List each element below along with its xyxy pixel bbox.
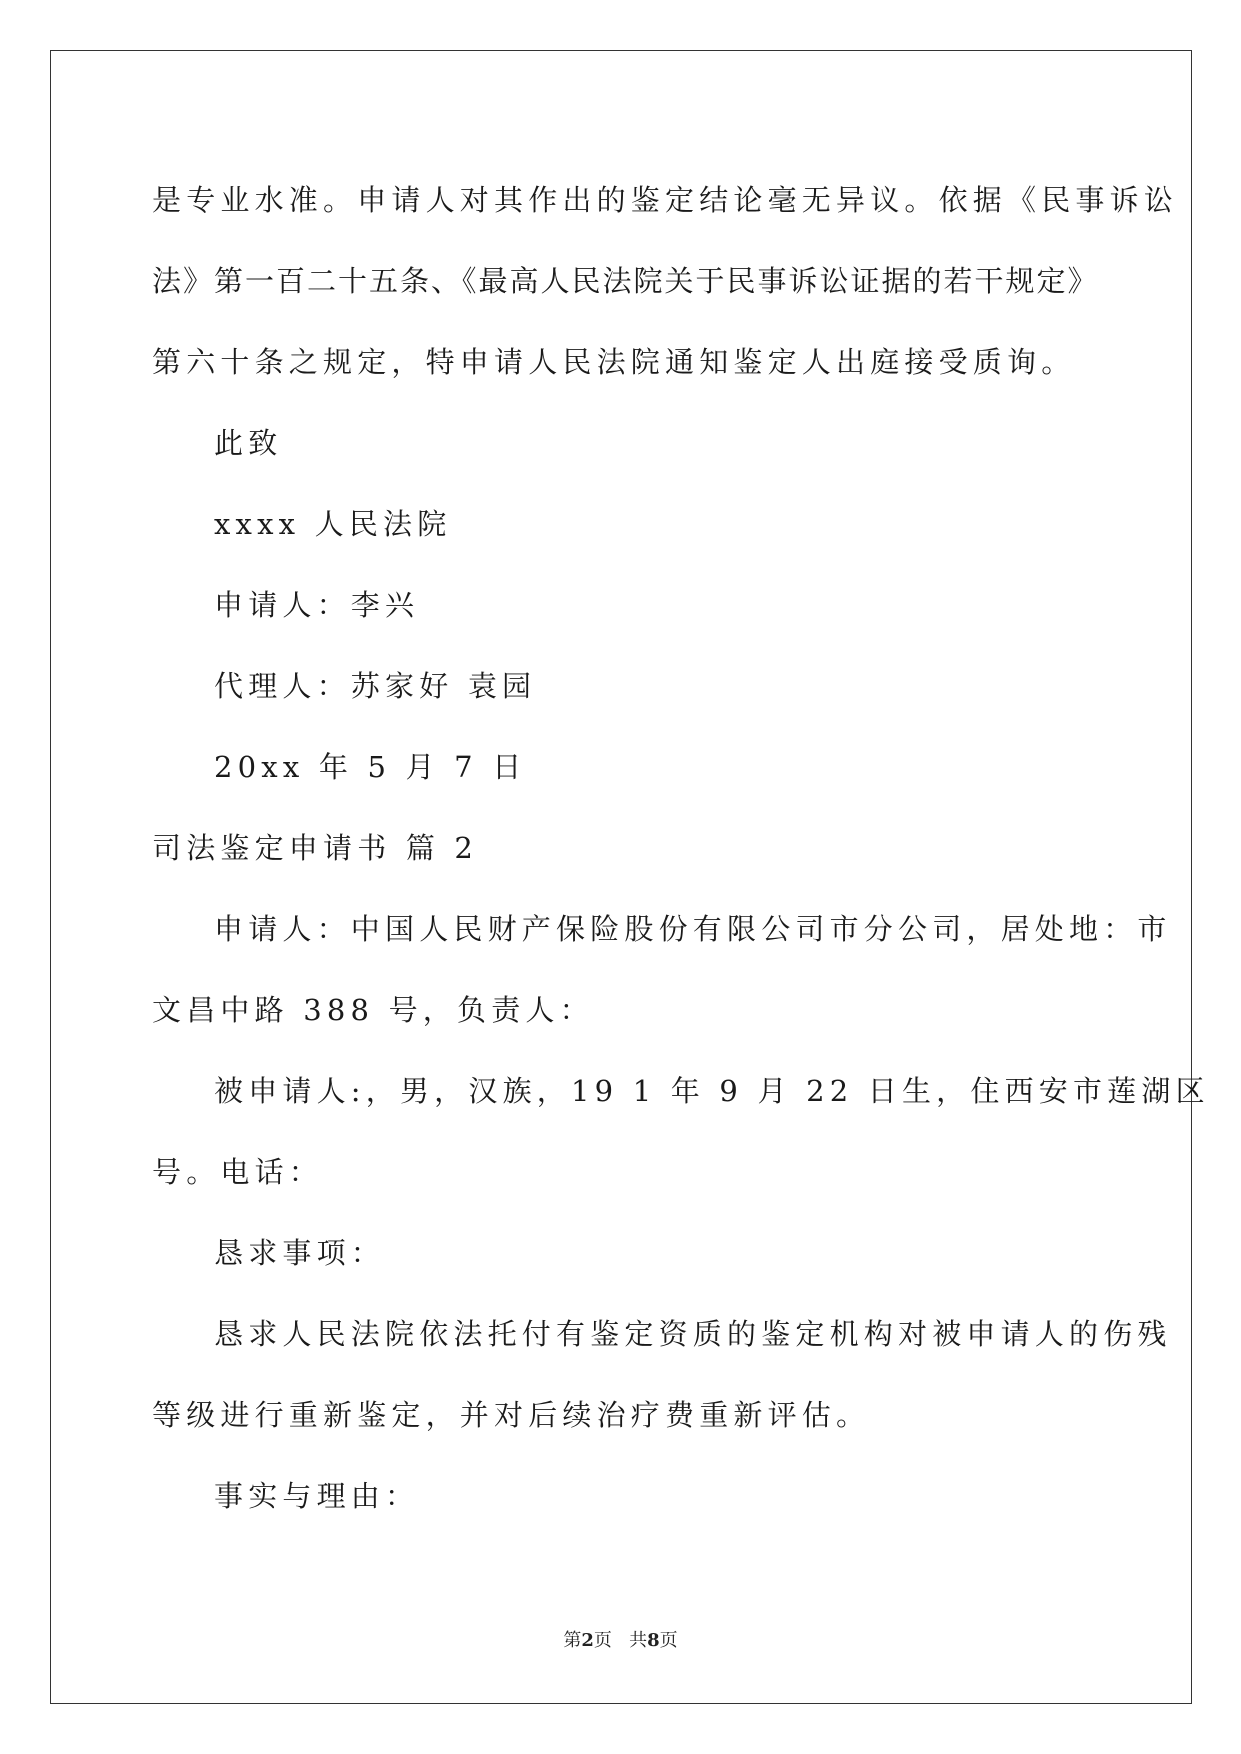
- footer-suffix: 页: [659, 1630, 678, 1651]
- total-pages-number: 8: [647, 1630, 660, 1651]
- agent-signature: 代理人：苏家好 袁园: [214, 669, 537, 703]
- footer-prefix: 第: [563, 1630, 582, 1651]
- salutation: 此致: [214, 426, 283, 460]
- paragraph-line: 被申请人:，男，汉族，19 1 年 9 月 22 日生，住西安市莲湖区: [214, 1074, 1210, 1108]
- footer-middle: 页 共: [593, 1630, 648, 1651]
- paragraph-line: 第六十条之规定，特申请人民法院通知鉴定人出庭接受质询。: [152, 345, 1076, 379]
- applicant-signature: 申请人：李兴: [214, 588, 420, 622]
- paragraph-line: 是专业水准。申请人对其作出的鉴定结论毫无异议。依据《民事诉讼: [152, 183, 1179, 217]
- paragraph-line: 法》第一百二十五条、《最高人民法院关于民事诉讼证据的若干规定》: [152, 264, 1099, 298]
- document-body: [152, 160, 1210, 1537]
- section-heading: 事实与理由：: [214, 1479, 420, 1513]
- section-title: 司法鉴定申请书 篇 2: [152, 831, 479, 865]
- document-date: 20xx 年 5 月 7 日: [214, 750, 527, 784]
- paragraph-line: 等级进行重新鉴定，并对后续治疗费重新评估。: [152, 1398, 871, 1432]
- paragraph-line: 恳求人民法院依法托付有鉴定资质的鉴定机构对被申请人的伤残: [214, 1317, 1172, 1351]
- paragraph-line: 申请人：中国人民财产保险股份有限公司市分公司，居处地：市: [214, 912, 1172, 946]
- page-footer: [0, 1626, 1241, 1652]
- paragraph-line: 号。电话：: [152, 1155, 324, 1189]
- current-page-number: 2: [581, 1630, 594, 1651]
- addressee-court: xxxx 人民法院: [214, 507, 452, 541]
- paragraph-line: 文昌中路 388 号，负责人：: [152, 993, 594, 1027]
- section-heading: 恳求事项：: [214, 1236, 386, 1270]
